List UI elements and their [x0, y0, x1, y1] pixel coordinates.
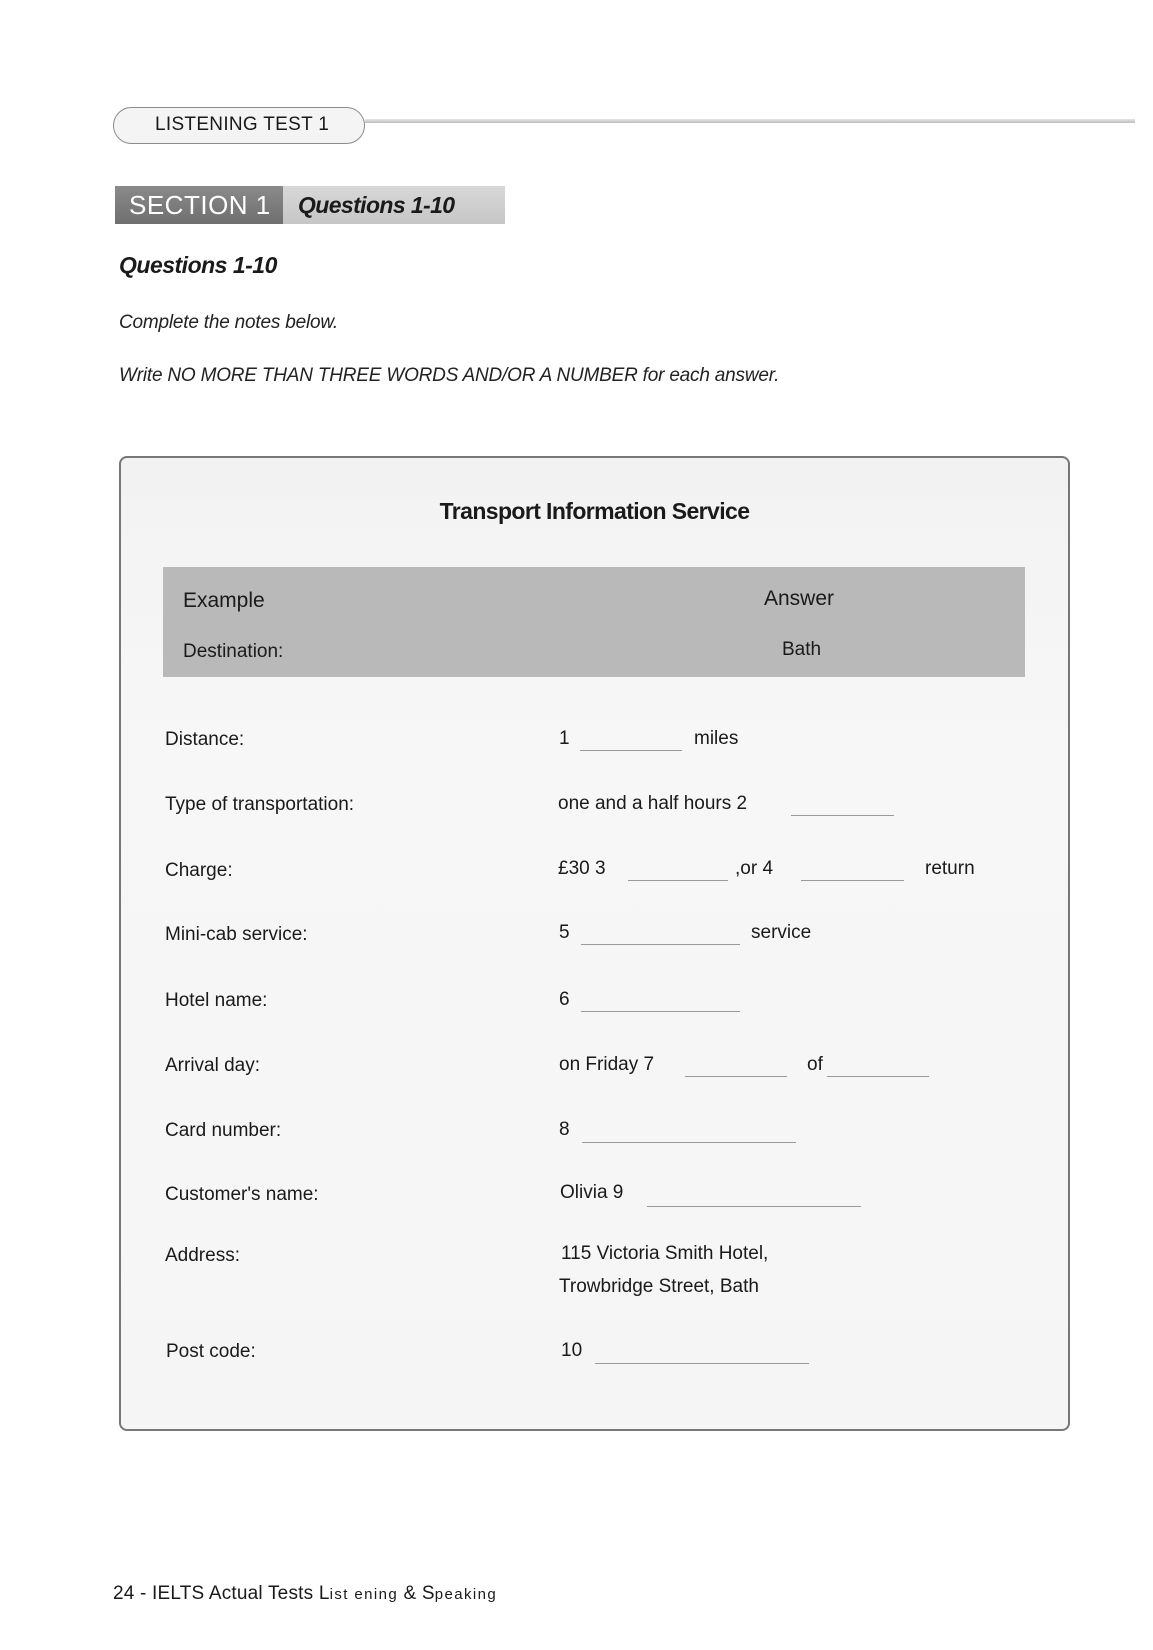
notes-box	[119, 456, 1070, 1431]
footer-amp: &	[398, 1583, 422, 1604]
test-label-tab: LISTENING TEST 1	[113, 107, 365, 144]
footer-page: 24 - IELTS Actual Tests	[113, 1583, 319, 1604]
row-label-hotel: Hotel name:	[165, 990, 268, 1011]
example-field: Destination:	[183, 641, 284, 662]
row-label-postcode: Post code:	[166, 1341, 256, 1362]
answer-blank-9[interactable]	[647, 1206, 861, 1207]
distance-unit: miles	[694, 728, 739, 749]
row-label-card: Card number:	[165, 1120, 282, 1141]
row-label-arrival: Arrival day:	[165, 1055, 261, 1076]
row-label-transportation: Type of transportation:	[165, 794, 355, 815]
address-line-1: 115 Victoria Smith Hotel,	[561, 1243, 769, 1264]
answer-blank-8[interactable]	[582, 1142, 796, 1143]
row-label-charge: Charge:	[165, 860, 233, 881]
answer-blank-2[interactable]	[791, 815, 894, 816]
answer-blank-1[interactable]	[580, 750, 682, 751]
footer-peaking: peaking	[434, 1586, 498, 1603]
answer-label: Answer	[764, 587, 835, 610]
answer-blank-6[interactable]	[581, 1011, 740, 1012]
answer-blank-5[interactable]	[581, 944, 740, 945]
q7-text: on Friday 7	[559, 1054, 655, 1075]
answer-blank-10[interactable]	[595, 1363, 809, 1364]
page-footer	[113, 1583, 497, 1605]
answer-blank-7b[interactable]	[827, 1076, 929, 1077]
example-band	[163, 567, 1025, 677]
q3-text: £30 3	[558, 858, 606, 879]
footer-istening: ist ening	[329, 1586, 399, 1603]
q9-text: Olivia 9	[560, 1182, 624, 1203]
section-label: SECTION 1	[115, 186, 283, 224]
row-label-customer: Customer's name:	[165, 1184, 319, 1205]
q4-text: ,or 4	[735, 858, 774, 879]
header-rule	[365, 119, 1135, 123]
instruction-word-limit: Write NO MORE THAN THREE WORDS AND/OR A NUMBER for each answer.	[119, 365, 780, 386]
q5-number: 5	[559, 922, 570, 943]
charge-return: return	[925, 858, 975, 879]
footer-s: S	[421, 1583, 435, 1604]
q6-number: 6	[559, 989, 570, 1010]
row-label-distance: Distance:	[165, 729, 245, 750]
q2-text: one and a half hours 2	[558, 793, 748, 814]
row-label-address: Address:	[165, 1245, 240, 1266]
arrival-of: of	[807, 1054, 823, 1075]
example-value: Bath	[782, 639, 822, 660]
q1-number: 1	[559, 728, 570, 749]
questions-heading: Questions 1-10	[119, 252, 277, 278]
q10-number: 10	[561, 1340, 583, 1361]
notes-title: Transport Information Service	[439, 498, 750, 524]
footer-l: L	[318, 1583, 330, 1604]
answer-blank-3[interactable]	[628, 880, 728, 881]
answer-blank-7[interactable]	[685, 1076, 787, 1077]
section-questions: Questions 1-10	[283, 186, 505, 224]
section-bar	[115, 186, 505, 224]
q8-number: 8	[559, 1119, 570, 1140]
answer-blank-4[interactable]	[801, 880, 904, 881]
minicab-service: service	[751, 922, 812, 943]
instruction-complete: Complete the notes below.	[119, 312, 338, 333]
address-line-2: Trowbridge Street, Bath	[559, 1276, 759, 1297]
row-label-minicab: Mini-cab service:	[165, 924, 308, 945]
example-label: Example	[183, 589, 265, 612]
